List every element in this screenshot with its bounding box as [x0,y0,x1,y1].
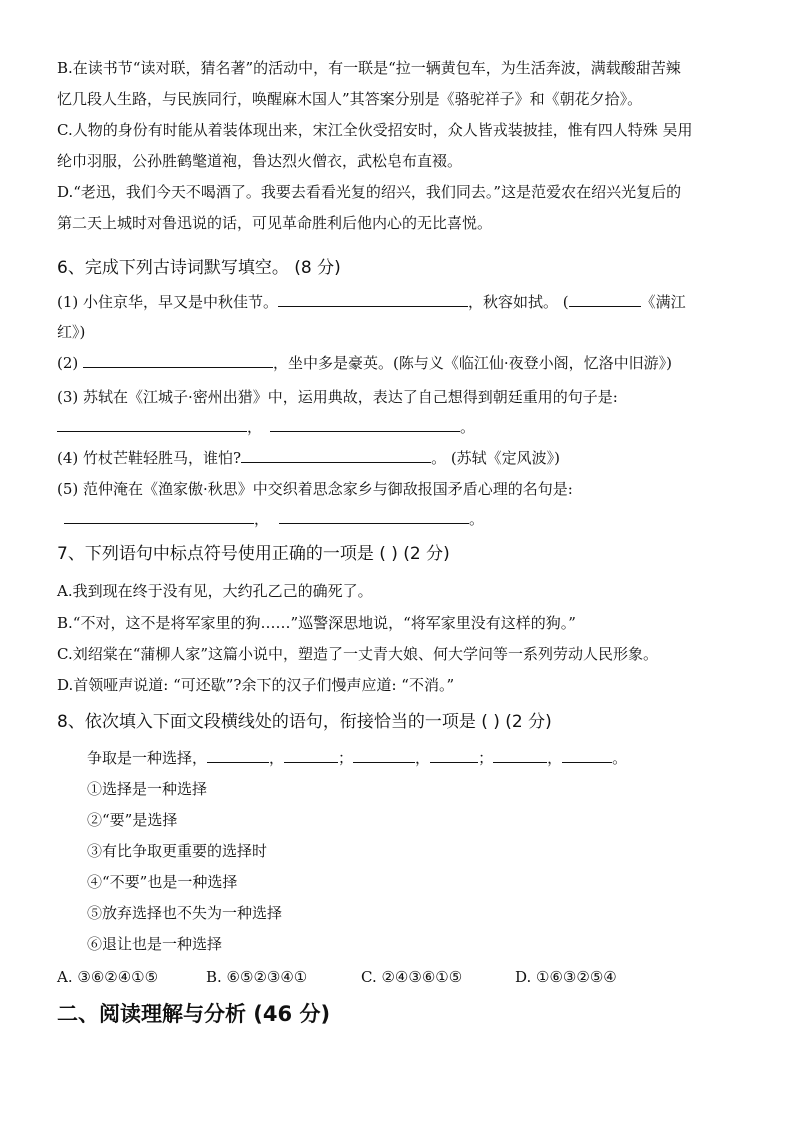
q8-blank-2[interactable] [284,748,338,763]
q7-option-c: C.刘绍棠在“蒲柳人家”这篇小说中，塑造了一丈青大娘、何大学问等一系列劳动人民形象。 [57,645,659,663]
q8-option-b[interactable]: B. ⑥⑤②③④① [206,968,308,986]
q6-blank-6[interactable] [241,448,431,463]
q8-semi-1: ； [338,749,354,767]
option-d-line1: D.“老迅，我们今天不喝酒了。我要去看看光复的绍兴，我们同去。”这是范爱农在绍兴光复后的 [57,183,682,201]
q7-option-b: B.“不对，这不是将军家里的狗……”巡警深思地说，“将军家里没有这样的狗。” [57,614,576,632]
q6-end-2: 。 [469,510,485,528]
q6-sep-2: ， [254,510,270,528]
q8-options [57,967,617,987]
q8-comma-1: ， [269,749,285,767]
q8-option-c[interactable]: C. ②④③⑥①⑤ [361,968,463,986]
q8-semi-2: ； [478,749,494,767]
q8-comma-2: ， [415,749,431,767]
q6-blank-2[interactable] [569,292,641,307]
q6-item1-text-c: 《满江 [640,293,686,311]
q8-item-6: ⑥退让也是一种选择 [87,935,223,953]
option-c-line2: 纶巾羽服，公孙胜鹤氅道袍，鲁达烈火僧衣，武松皂布直裰。 [57,152,463,170]
option-c-line1: C.人物的身份有时能从着装体现出来，宋江全伙受招安时，众人皆戎装披挂，惟有四人特殊 吴用 [57,121,693,139]
q6-item1-text-b: ，秋容如拭。 ( [468,293,569,311]
q6-blank-1[interactable] [278,292,468,307]
q8-item-1: ①选择是一种选择 [87,780,208,798]
q8-comma-3: ， [547,749,563,767]
option-b-line2: 忆几段人生路，与民族同行，唤醒麻木国人”其答案分别是《骆驼祥子》和《朝花夕拾》。 [57,90,643,108]
q6-item4-text-b: 。 (苏轼《定风波》) [431,449,561,467]
q6-sep-1: ， [247,418,263,436]
q6-blank-4[interactable] [57,417,247,432]
q8-blank-5[interactable] [493,748,547,763]
q8-option-d[interactable]: D. ①⑥③②⑤④ [515,968,617,986]
q8-blank-6[interactable] [562,748,612,763]
q8-item-5: ⑤放弃选择也不失为一种选择 [87,904,283,922]
q6-item1-cont: 红》) [57,323,86,341]
q8-passage [87,748,627,768]
q6-blank-5[interactable] [270,417,460,432]
q8-blank-3[interactable] [353,748,415,763]
q6-item4 [57,448,560,468]
q6-end-1: 。 [460,418,476,436]
q6-item1-text-a: (1) 小住京华，早又是中秋佳节。 [57,293,279,311]
q6-title: 6、完成下列古诗词默写填空。 (8 分) [57,258,341,278]
section-2-heading: 二、阅读理解与分析 (46 分) [57,1002,331,1026]
q8-lead: 争取是一种选择， [87,749,208,767]
q6-item3-blanks [57,417,475,437]
option-b-line1: B.在读书节“读对联，猜名著”的活动中，有一联是“拉一辆黄包车，为生活奔波，满载酸甜苦辣 [57,59,681,77]
q6-item1 [57,292,686,312]
q8-item-4: ④“不要”也是一种选择 [87,873,238,891]
option-d-line2: 第二天上城时对鲁迅说的话，可见革命胜利后他内心的无比喜悦。 [57,214,493,232]
q6-blank-7[interactable] [64,509,254,524]
q7-title: 7、下列语句中标点符号使用正确的一项是 ( ) (2 分) [57,544,450,564]
q8-blank-1[interactable] [207,748,269,763]
q7-option-d: D.首领哑声说道: “可还歇”?余下的汉子们慢声应道: “不消。” [57,676,455,694]
q6-item3: (3) 苏轼在《江城子·密州出猎》中，运用典故，表达了自己想得到朝廷重用的句子是: [57,388,618,406]
q8-end: 。 [612,749,628,767]
q7-option-a: A.我到现在终于没有见，大约孔乙己的确死了。 [57,582,373,600]
q8-option-a[interactable]: A. ③⑥②④①⑤ [57,968,159,986]
q6-blank-3[interactable] [83,353,273,368]
q8-item-3: ③有比争取更重要的选择时 [87,842,268,860]
q6-item2-text-b: ，坐中多是豪英。(陈与义《临江仙·夜登小阁，忆洛中旧游》) [273,354,672,372]
q6-item5: (5) 范仲淹在《渔家傲·秋思》中交织着思念家乡与御敌报国矛盾心理的名句是: [57,480,573,498]
q6-item2-text-a: (2) [57,354,84,372]
q6-blank-8[interactable] [279,509,469,524]
q8-blank-4[interactable] [430,748,478,763]
q6-item2 [57,353,672,373]
q8-title: 8、依次填入下面文段横线处的语句，衔接恰当的一项是 ( ) (2 分) [57,712,552,732]
q6-item4-text-a: (4) 竹杖芒鞋轻胜马，谁怕? [57,449,242,467]
q6-item5-blanks [64,509,484,529]
q8-item-2: ②“要”是选择 [87,811,178,829]
